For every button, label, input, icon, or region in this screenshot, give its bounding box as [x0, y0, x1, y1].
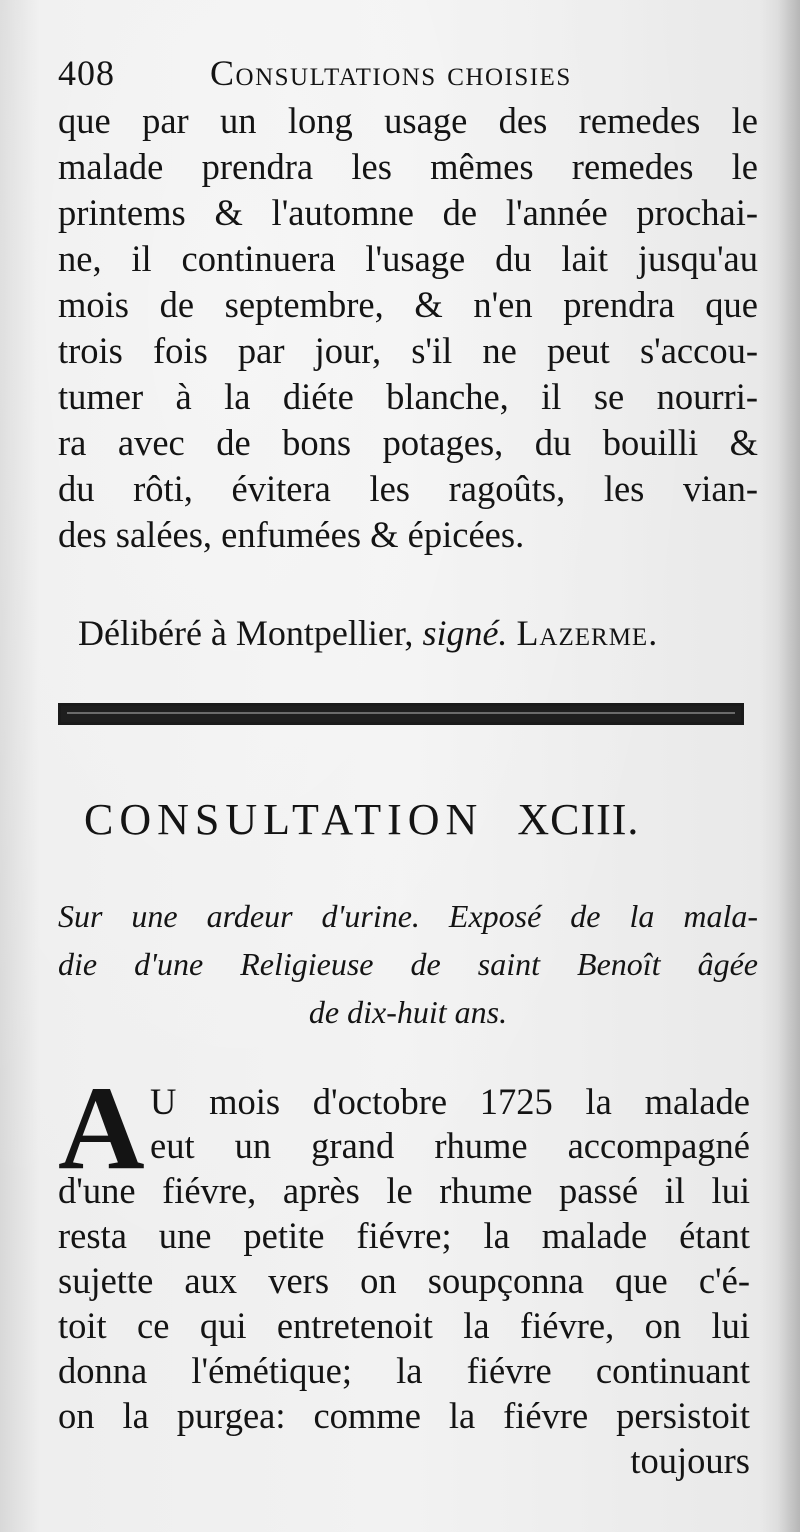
text-line: que par un long usage des remedes le [58, 100, 758, 141]
text-line: sujette aux vers on soupçonna que c'é- [58, 1260, 750, 1301]
running-header [58, 52, 758, 100]
catchword: toujours [630, 1440, 750, 1481]
drop-cap: A [58, 1061, 145, 1194]
section-subtitle [58, 892, 758, 1036]
section-numeral: XCIII. [517, 795, 640, 844]
signatory-name: Lazerme. [516, 613, 659, 653]
subtitle-line: die d'une Religieuse de saint Benoît âgée [58, 946, 758, 982]
deliberation-text: Délibéré à Montpellier, [78, 613, 414, 653]
text-line: mois de septembre, & n'en prendra que [58, 284, 758, 325]
text-line: malade prendra les mêmes remedes le [58, 146, 758, 187]
text-line: resta une petite fiévre; la malade étant [58, 1215, 750, 1256]
text-line: du rôti, évitera les ragoûts, les vian- [58, 468, 758, 509]
text-line: ne, il continuera l'usage du lait jusqu'au [58, 238, 758, 279]
text-line: trois fois par jour, s'il ne peut s'accou- [58, 330, 758, 371]
text-line: eut un grand rhume accompagné [150, 1125, 750, 1166]
signe-label: signé. [422, 613, 508, 653]
text-line: U mois d'octobre 1725 la malade [150, 1081, 750, 1122]
subtitle-line: de dix-huit ans. [308, 994, 508, 1030]
text-line: on la purgea: comme la fiévre persistoit [58, 1395, 750, 1436]
section-divider-rule [58, 703, 744, 725]
page-gutter-shadow [778, 0, 800, 1532]
running-title: Consultations choisies [210, 53, 572, 93]
previous-consultation-text [58, 98, 758, 558]
text-line: ra avec de bons potages, du bouilli & [58, 422, 758, 463]
section-heading [84, 794, 724, 845]
text-line: d'une fiévre, après le rhume passé il lui [58, 1170, 750, 1211]
section-title: CONSULTATION [84, 795, 484, 844]
text-line: printems & l'automne de l'année prochai- [58, 192, 758, 233]
signature-line [78, 612, 658, 654]
text-line: donna l'émétique; la fiévre continuant [58, 1350, 750, 1391]
text-line: des salées, enfumées & épicées. [58, 514, 525, 555]
paragraph-body [58, 1168, 750, 1483]
paragraph-opening [150, 1080, 750, 1168]
subtitle-line: Sur une ardeur d'urine. Exposé de la mala- [58, 898, 758, 934]
text-line: tumer à la diéte blanche, il se nourri- [58, 376, 758, 417]
text-line: toit ce qui entretenoit la fiévre, on lui [58, 1305, 750, 1346]
page-number: 408 [58, 53, 115, 93]
